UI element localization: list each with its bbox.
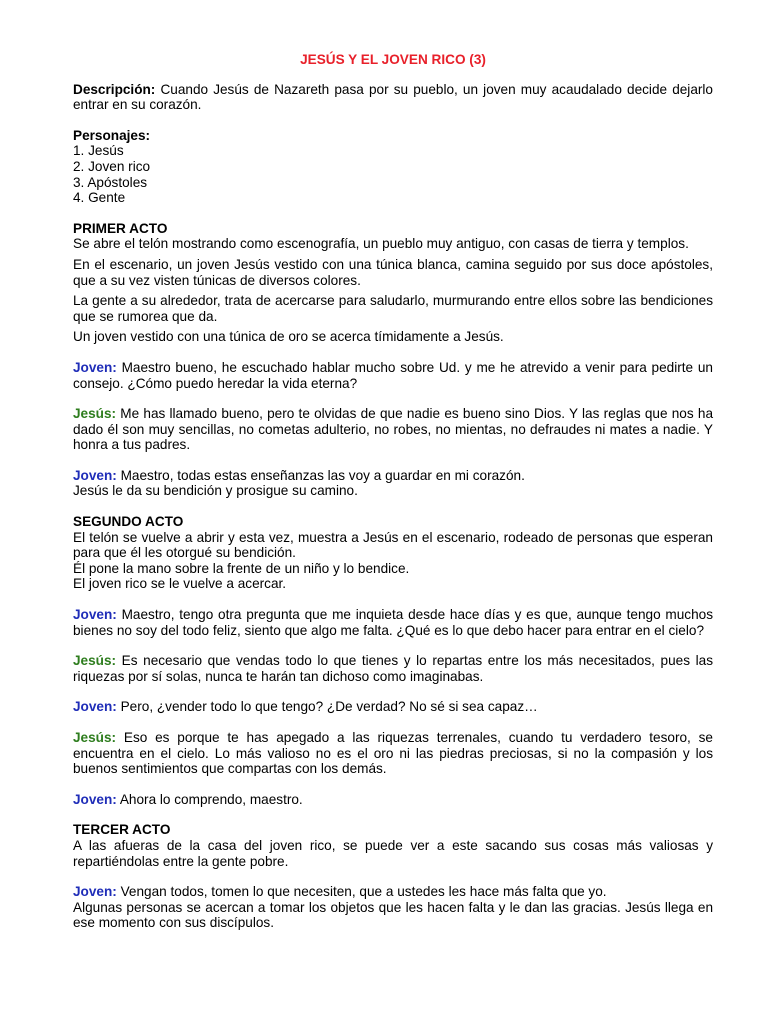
speaker-jesus: Jesús: <box>73 730 117 745</box>
personajes-list <box>73 143 713 205</box>
dialogue-line <box>73 653 713 684</box>
dialogue-text: Ahora lo comprendo, maestro. <box>116 791 303 807</box>
dialogue-text: Vengan todos, tomen lo que necesiten, que a ustedes les hace más falta que yo. <box>116 884 607 900</box>
document-title: JESÚS Y EL JOVEN RICO (3) <box>300 52 486 67</box>
speaker-jesus: Jesús: <box>73 406 117 422</box>
paragraph: El telón se vuelve a abrir y esta vez, muestra a Jesús en el escenario, rodeado de personas que esperan para que él les otorgué su bendición. <box>73 529 713 561</box>
dialogue-line <box>73 406 713 453</box>
speaker-joven: Joven: <box>73 699 117 715</box>
act-heading: PRIMER ACTO <box>73 220 168 236</box>
list-item: 3. Apóstoles <box>73 174 148 190</box>
paragraph: Un joven vestido con una túnica de oro se acerca tímidamente a Jesús. <box>73 329 504 345</box>
list-item: 4. Gente <box>73 190 126 206</box>
dialogue-text: Maestro, todas estas enseñanzas las voy a guardar en mi corazón. <box>116 467 525 483</box>
paragraph: Él pone la mano sobre la frente de un niño y lo bendice. <box>73 560 410 576</box>
act-heading: SEGUNDO ACTO <box>73 514 184 530</box>
dialogue-line <box>73 699 713 715</box>
dialogue-text: Maestro bueno, he escuchado hablar mucho sobre Ud. y me he atrevido a venir para pedirte un consejo. ¿Cómo puedo heredar la vida eterna? <box>73 359 713 391</box>
paragraph: En el escenario, un joven Jesús vestido con una túnica blanca, camina seguido por sus doce apóstoles, que a su vez visten túnicas de diversos colores. <box>73 256 713 288</box>
personajes-label: Personajes: <box>73 127 151 143</box>
act-heading: TERCER ACTO <box>73 822 171 838</box>
dialogue-text: Eso es porque te has apegado a las riquezas terrenales, cuando tu verdadero tesoro, se encuentra en el cielo. Lo más valioso no es el oro ni las piedras preciosas, si no la compasión y los buenos sentimientos que compartas con los demás. <box>73 730 713 777</box>
paragraph: Jesús le da su bendición y prosigue su camino. <box>73 483 358 499</box>
document-body <box>73 52 713 931</box>
description-paragraph <box>73 82 713 113</box>
paragraph: A las afueras de la casa del joven rico, se puede ver a este sacando sus cosas más valiosas y repartiéndolas entre la gente pobre. <box>73 837 713 869</box>
dialogue-line <box>73 730 713 777</box>
dialogue-text: Maestro, tengo otra pregunta que me inquieta desde hace días y es que, aunque tengo muchos bienes no soy del todo feliz, siento que algo me falta. ¿Qué es lo que debo hacer para entrar en el cielo? <box>73 607 713 638</box>
speaker-joven: Joven: <box>73 791 117 807</box>
speaker-joven: Joven: <box>73 607 117 623</box>
dialogue-line <box>73 884 713 900</box>
description-text: Cuando Jesús de Nazareth pasa por su pueblo, un joven muy acaudalado decide dejarlo entrar en su corazón. <box>73 81 713 113</box>
dialogue-line <box>73 360 713 391</box>
speaker-joven: Joven: <box>73 359 117 375</box>
list-item: 1. Jesús <box>73 143 124 159</box>
paragraph: El joven rico se le vuelve a acercar. <box>73 576 287 592</box>
speaker-joven: Joven: <box>73 467 117 483</box>
paragraph: La gente a su alrededor, trata de acercarse para saludarlo, murmurando entre ellos sobre las bendiciones que se rumorea que da. <box>73 293 713 324</box>
description-label: Descripción: <box>73 81 156 97</box>
paragraph: Se abre el telón mostrando como escenografía, un pueblo muy antiguo, con casas de tierra y templos. <box>73 236 689 252</box>
list-item: 2. Joven rico <box>73 158 151 174</box>
dialogue-text: Es necesario que vendas todo lo que tienes y lo repartas entre los más necesitados, pues las riquezas por sí solas, nunca te harán tan dichoso como imaginabas. <box>73 653 713 684</box>
dialogue-text: Pero, ¿vender todo lo que tengo? ¿De verdad? No sé si sea capaz… <box>116 699 538 715</box>
paragraph: Algunas personas se acercan a tomar los objetos que les hacen falta y le dan las gracias. Jesús llega en ese momento con sus discípulos. <box>73 899 713 931</box>
speaker-joven: Joven: <box>73 884 117 900</box>
dialogue-line <box>73 468 713 484</box>
dialogue-line <box>73 607 713 638</box>
dialogue-line <box>73 792 713 808</box>
speaker-jesus: Jesús: <box>73 653 117 669</box>
dialogue-text: Me has llamado bueno, pero te olvidas de que nadie es bueno sino Dios. Y las reglas que nos ha dado él son muy sencillas, no cometas adulterio, no robes, no mientas, no defraudes ni mates a nadie. Y honra a tus padres. <box>73 406 713 453</box>
